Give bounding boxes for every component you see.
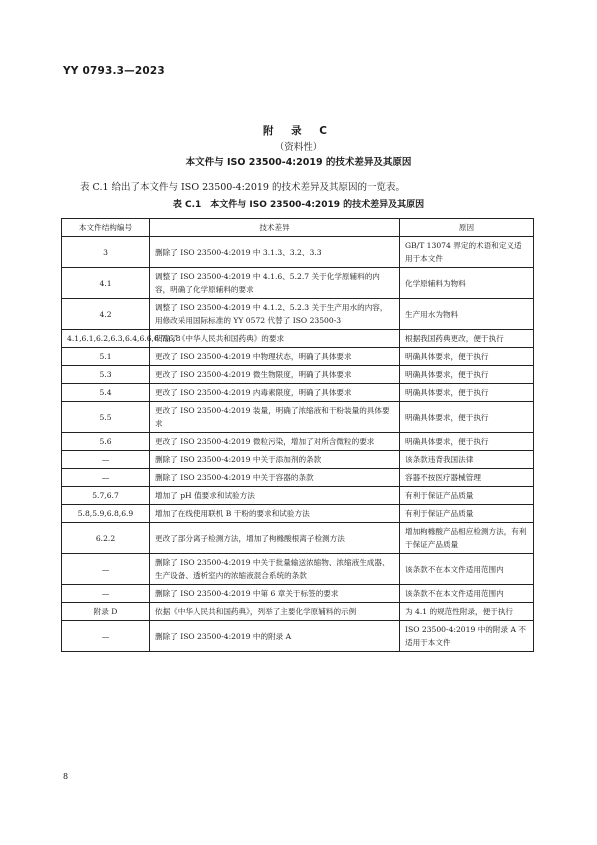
cell-technical-difference: 删除了 ISO 23500-4:2019 中关于添加剂的条款	[150, 451, 400, 469]
cell-structure-no: 附录 D	[62, 603, 150, 621]
cell-reason: 有利于保证产品质量	[400, 487, 534, 505]
cell-technical-difference: 增加了 pH 值要求和试验方法	[150, 487, 400, 505]
cell-reason: 该条款不在本文件适用范围内	[400, 585, 534, 603]
cell-reason: 容器不按医疗器械管理	[400, 469, 534, 487]
cell-reason: 明确具体要求，便于执行	[400, 366, 534, 384]
cell-reason: 为 4.1 的规范性附录，便于执行	[400, 603, 534, 621]
cell-technical-difference: 更改了 ISO 23500-4:2019 微生物限度，明确了具体要求	[150, 366, 400, 384]
cell-structure-no: 4.1	[62, 268, 150, 299]
table-caption: 表 C.1 本文件与 ISO 23500-4:2019 的技术差异及其原因	[172, 200, 425, 210]
table-row	[62, 366, 534, 384]
table-row	[62, 402, 534, 433]
table-row	[62, 330, 534, 348]
appendix-type: （资料性）	[274, 142, 323, 153]
cell-structure-no: 5.8,5.9,6.8,6.9	[62, 505, 150, 523]
appendix-heading: 本文件与 ISO 23500-4:2019 的技术差异及其原因	[185, 157, 412, 168]
table-row	[62, 603, 534, 621]
cell-reason: 增加枸橼酸产品相应检测方法，有利于保证产品质量	[400, 523, 534, 554]
table-row	[62, 299, 534, 330]
cell-technical-difference: 调整了 ISO 23500-4:2019 中 4.1.2、5.2.3 关于生产用水的内容，用修改采用国际标准的 YY 0572 代替了 ISO 23500-3	[150, 299, 400, 330]
cell-technical-difference: 删除了 ISO 23500-4:2019 中 3.1.3、3.2、3.3	[150, 237, 400, 268]
table-row	[62, 621, 534, 652]
cell-structure-no: 4.2	[62, 299, 150, 330]
column-header-technical-difference: 技术差异	[150, 219, 400, 237]
cell-reason: GB/T 13074 界定的术语和定义适用于本文件	[400, 237, 534, 268]
cell-structure-no: —	[62, 554, 150, 585]
cell-technical-difference: 删除了 ISO 23500-4:2019 中第 6 章关于标签的要求	[150, 585, 400, 603]
table-row	[62, 451, 534, 469]
table-row	[62, 523, 534, 554]
column-header-reason: 原因	[400, 219, 534, 237]
cell-technical-difference: 依据《中华人民共和国药典》，列举了主要化学原辅料的示例	[150, 603, 400, 621]
cell-technical-difference: 删除了 ISO 23500-4:2019 中的附录 A	[150, 621, 400, 652]
cell-technical-difference: 更改了 ISO 23500-4:2019 内毒素限度，明确了具体要求	[150, 384, 400, 402]
cell-structure-no: —	[62, 469, 150, 487]
cell-technical-difference: 增加了在线使用联机 B 干粉的要求和试验方法	[150, 505, 400, 523]
table-row	[62, 554, 534, 585]
cell-structure-no: 3	[62, 237, 150, 268]
table-row	[62, 505, 534, 523]
cell-structure-no: —	[62, 451, 150, 469]
table-row	[62, 237, 534, 268]
cell-structure-no: 5.6	[62, 433, 150, 451]
document-code: YY 0793.3—2023	[63, 65, 165, 77]
cell-structure-no: 5.1	[62, 348, 150, 366]
cell-structure-no: —	[62, 585, 150, 603]
cell-structure-no: 6.2.2	[62, 523, 150, 554]
cell-structure-no: 5.5	[62, 402, 150, 433]
technical-differences-table	[61, 218, 534, 652]
cell-reason: 明确具体要求，便于执行	[400, 433, 534, 451]
cell-structure-no: 4.1,6.1,6.2,6.3,6.4,6.6,6.7,6.8	[62, 330, 150, 348]
table-row	[62, 433, 534, 451]
cell-technical-difference: 更改了 ISO 23500-4:2019 中物理状态，明确了具体要求	[150, 348, 400, 366]
cell-reason: 该条款违背我国法律	[400, 451, 534, 469]
cell-reason: 明确具体要求，便于执行	[400, 348, 534, 366]
cell-technical-difference: 更改了部分离子检测方法，增加了枸橼酸根离子检测方法	[150, 523, 400, 554]
intro-paragraph: 表 C.1 给出了本文件与 ISO 23500-4:2019 的技术差异及其原因的一览表。	[80, 182, 405, 193]
table-row	[62, 487, 534, 505]
cell-structure-no: 5.4	[62, 384, 150, 402]
table-row	[62, 469, 534, 487]
cell-technical-difference: 调整了 ISO 23500-4:2019 中 4.1.6、5.2.7 关于化学原辅料的内容，明确了化学原辅料的要求	[150, 268, 400, 299]
cell-reason: 明确具体要求，便于执行	[400, 384, 534, 402]
cell-reason: 化学原辅料为物料	[400, 268, 534, 299]
table-body	[62, 237, 534, 652]
cell-structure-no: —	[62, 621, 150, 652]
appendix-title: 附 录 C	[262, 125, 335, 137]
table-header-row	[62, 219, 534, 237]
cell-reason: ISO 23500-4:2019 中的附录 A 不适用于本文件	[400, 621, 534, 652]
cell-structure-no: 5.7,6.7	[62, 487, 150, 505]
cell-reason: 该条款不在本文件适用范围内	[400, 554, 534, 585]
cell-reason: 明确具体要求，便于执行	[400, 402, 534, 433]
page-number: 8	[63, 772, 69, 781]
table-row	[62, 384, 534, 402]
table-row	[62, 585, 534, 603]
cell-reason: 根据我国药典更改，便于执行	[400, 330, 534, 348]
cell-reason: 生产用水为物料	[400, 299, 534, 330]
cell-structure-no: 5.3	[62, 366, 150, 384]
cell-technical-difference: 删除了 ISO 23500-4:2019 中关于容器的条款	[150, 469, 400, 487]
cell-reason: 有利于保证产品质量	[400, 505, 534, 523]
table-row	[62, 268, 534, 299]
cell-technical-difference: 明确了《中华人民共和国药典》的要求	[150, 330, 400, 348]
cell-technical-difference: 更改了 ISO 23500-4:2019 装量，明确了浓缩液和干粉装量的具体要求	[150, 402, 400, 433]
cell-technical-difference: 更改了 ISO 23500-4:2019 微粒污染，增加了对所含微粒的要求	[150, 433, 400, 451]
cell-technical-difference: 删除了 ISO 23500-4:2019 中关于批量输送浓缩物、浓缩液生成器、生产设备、透析室内的浓缩液混合系统的条款	[150, 554, 400, 585]
column-header-structure-no: 本文件结构编号	[62, 219, 150, 237]
table-row	[62, 348, 534, 366]
